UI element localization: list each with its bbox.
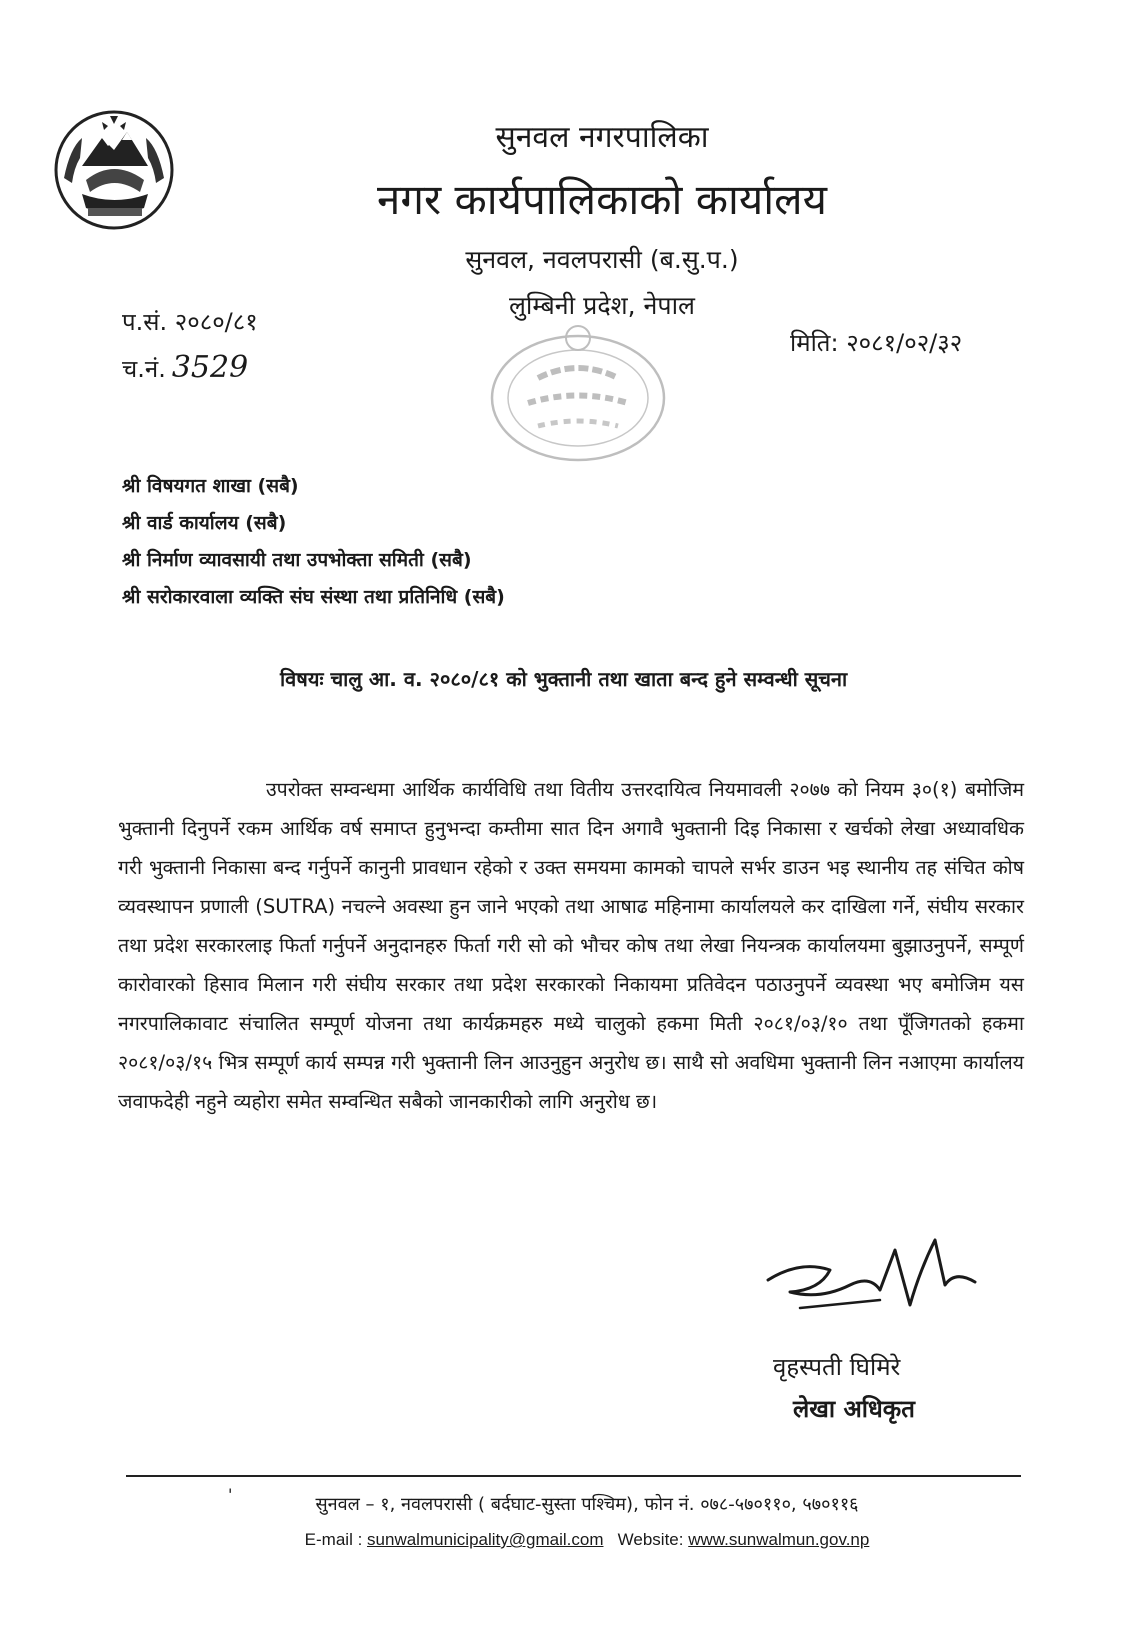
email-label: E-mail : <box>304 1530 363 1549</box>
website-label: Website: <box>617 1530 684 1549</box>
reference-label: प.सं. <box>122 308 168 336</box>
footer-divider <box>126 1475 1021 1477</box>
signatory-title: लेखा अधिकृत <box>793 1395 915 1423</box>
reference-value: २०८०/८१ <box>174 308 258 336</box>
reference-number <box>122 305 258 338</box>
date-value: २०८१/०२/३२ <box>846 329 963 357</box>
office-address-line1: सुनवल, नवलपरासी (ब.सु.प.) <box>465 245 739 274</box>
letter-subject: विषयः चालु आ. व. २०८०/८१ को भुक्तानी तथा खाता बन्द हुने सम्वन्धी सूचना <box>280 667 848 691</box>
footer-mark: ' <box>228 1485 233 1504</box>
office-name: नगर कार्यपालिकाको कार्यालय <box>377 175 827 224</box>
recipient-list <box>122 468 505 616</box>
letter-body: उपरोक्त सम्वन्धमा आर्थिक कार्यविधि तथा वितीय उत्तरदायित्व नियमावली २०७७ को नियम ३०(१) बमोजिम भुक्तानी दिनुपर्ने रकम आर्थिक वर्ष समाप्त हुनुभन्दा कम्तीमा सात दिन अगावै भुक्तानी दिइ निकासा र खर्चको लेखा अध्यावधिक गरी भुक्तानी निकासा बन्द गर्नुपर्ने कानुनी प्रावधान रहेको र उक्त समयमा कामको चापले सर्भर डाउन भइ स्थानीय तह संचित कोष व्यवस्थापन प्रणाली (SUTRA) नचल्ने अवस्था हुन जाने भएको तथा आषाढ महिनामा कार्यालयले कर दाखिला गर्ने, संघीय सरकार तथा प्रदेश सरकारलाइ फिर्ता गर्नुपर्ने अनुदानहरु फिर्ता गरी सो को भौचर कोष तथा लेखा नियन्त्रक कार्यालयमा बुझाउनुपर्ने, सम्पूर्ण कारोवारको हिसाव मिलान गरी संघीय सरकार तथा प्रदेश सरकारको निकायमा प्रतिवेदन पठाउनुपर्ने व्यवस्था भए बमोजिम यस नगरपालिकावाट संचालित सम्पूर्ण योजना तथा कार्यक्रमहरु मध्ये चालुको हकमा मिती २०८१/०३/१० तथा पूँजिगतको हकमा २०८१/०३/१५ भित्र सम्पूर्ण कार्य सम्पन्न गरी भुक्तानी लिन आउनुहुन अनुरोध छ। साथै सो अवधिमा भुक्तानी लिन नआएमा कार्यालय जवाफदेही नहुने व्यहोरा समेत सम्वन्धित सबैको जानकारीको लागि अनुरोध छ। <box>118 778 1024 1113</box>
recipient-item: श्री सरोकारवाला व्यक्ति संघ संस्था तथा प्रतिनिधि (सबै) <box>122 586 505 608</box>
recipient-item: श्री निर्माण व्यावसायी तथा उपभोक्ता समिती (सबै) <box>122 549 472 571</box>
dispatch-value: 3529 <box>171 350 249 385</box>
recipient-item: श्री विषयगत शाखा (सबै) <box>122 475 299 497</box>
letter-date <box>790 326 962 359</box>
handwritten-signature <box>760 1230 980 1340</box>
recipient-item: श्री वार्ड कार्यालय (सबै) <box>122 512 287 534</box>
footer-contact <box>0 1530 1144 1550</box>
office-seal-stamp <box>478 318 678 468</box>
footer-address: सुनवल – १, नवलपरासी ( बर्दघाट-सुस्ता पश्चिम), फोन नं. ०७८-५७०११०, ५७०११६ <box>315 1494 859 1515</box>
dispatch-label: च.नं. <box>122 355 166 383</box>
dispatch-number <box>122 350 248 385</box>
date-label: मिति: <box>790 329 839 357</box>
email-link[interactable]: sunwalmunicipality@gmail.com <box>367 1530 604 1549</box>
municipality-name: सुनवल नगरपालिका <box>495 120 709 155</box>
website-link[interactable]: www.sunwalmun.gov.np <box>688 1530 870 1549</box>
office-address-line2: लुम्बिनी प्रदेश, नेपाल <box>508 291 696 320</box>
signatory-name: वृहस्पती घिमिरे <box>773 1353 901 1381</box>
